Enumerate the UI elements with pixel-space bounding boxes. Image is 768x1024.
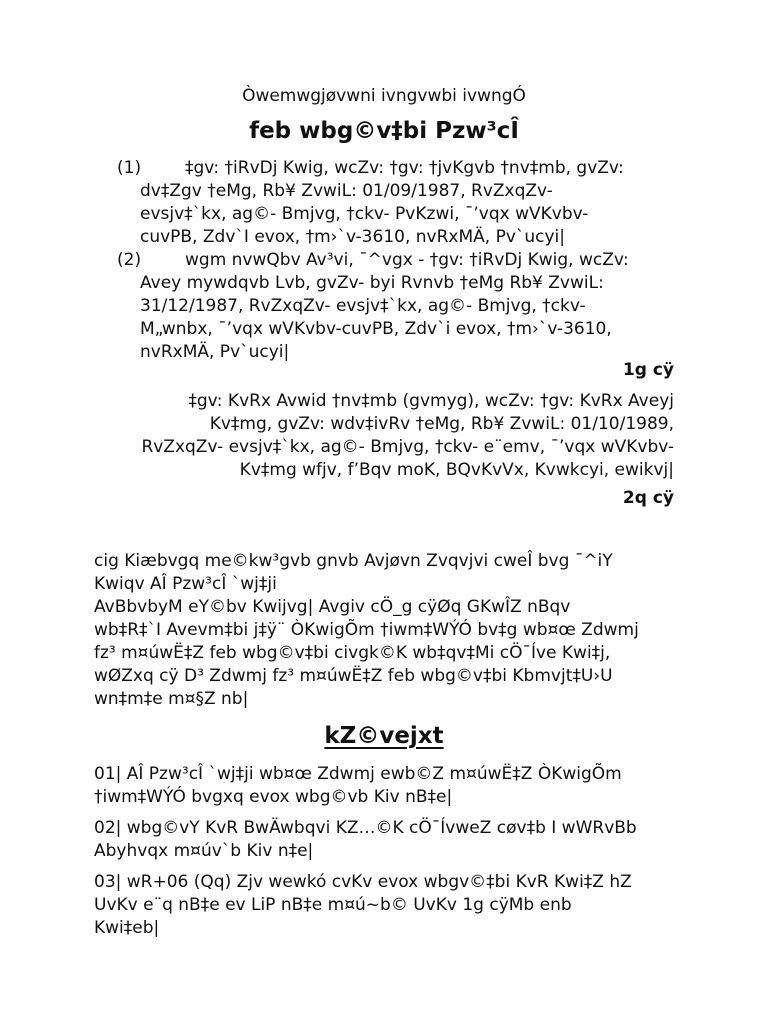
clause-line: 02| wbg©vY KvR BwÄwbqvi KZ…©K cÖ¯ÍvweZ cøv‡b I wWRvBb: [94, 818, 637, 838]
first-party-label: 1g cÿ: [622, 360, 674, 380]
clause-line: †iwm‡WÝÓ bvgxq evox wbg©vb Kiv nB‡e|: [94, 787, 453, 807]
party-1-entry: [117, 157, 677, 249]
terms-list: [94, 763, 674, 948]
document-title: feb wbg©v‡bi Pzw³cÎ: [249, 118, 519, 144]
preamble-line: wn‡m‡e m¤§Z nb|: [94, 689, 249, 709]
second-party-line: Kv‡mg wfjv, f’Bqv moK, BQvKvVx, Kvwkcyi, ewikvj|: [239, 460, 674, 480]
clause-line: 01| AÎ Pzw³cÎ `wj‡ji wb¤œ Zdwmj ewb©Z m¤úwË‡Z ÒKwigÕm: [94, 764, 622, 784]
second-party-line: RvZxqZv- evsjv‡`kx, ag©- Bmjvg, †ckv- e¨emv, ¯’vqx wVKvbv-: [141, 437, 674, 457]
terms-heading-text: kZ©vejxt: [324, 723, 444, 749]
document-subtitle: Òwemwgjøvwni ivngvwbi ivwngÓ: [242, 86, 526, 106]
clause-line: Abyhvqx m¤úv`b Kiv n‡e|: [94, 841, 314, 861]
party-2-entry: [117, 249, 677, 364]
terms-heading: [0, 723, 768, 749]
second-party-line: ‡gv: KvRx Avwid †nv‡mb (gvmyg), wcZv: †gv: KvRx Aveyj: [188, 391, 674, 411]
party-list: [117, 157, 677, 364]
clause-02: [94, 817, 674, 863]
clause-line: UvKv e¨q nB‡e ev LiP nB‡e m¤ú~b© UvKv 1g cÿMb enb: [94, 895, 572, 915]
preamble-line: wØZxq cÿ D³ Zdwmj fz³ m¤úwË‡Z feb wbg©v‡bi Kbmvjt‡U›U: [94, 666, 613, 686]
clause-line: 03| wR+06 (Qq) Zjv wewkó cvKv evox wbgv©‡bi KvR Kwi‡Z hZ: [94, 872, 632, 892]
preamble-line: Kwiqv AÎ Pzw³cÎ `wj‡ji: [94, 574, 277, 594]
clause-01: [94, 763, 674, 809]
second-party-label: 2q cÿ: [622, 488, 674, 508]
party-2-line: Avey mywdqvb Lvb, gvZv- byi Rvnvb †eMg Rb¥ ZvwiL:: [140, 273, 604, 293]
party-2-line: 31/12/1987, RvZxqZv- evsjv‡`kx, ag©- Bmjvg, †ckv-: [140, 296, 586, 316]
party-2-line: wgm nvwQbv Av³vi, ¯^vgx - †gv: †iRvDj Kwig, wcZv:: [185, 250, 629, 270]
preamble-line: fz³ m¤úwË‡Z feb wbg©v‡bi civgk©K wb‡qv‡Mi cÖ¯Íve Kwi‡j,: [94, 643, 611, 663]
party-1-line: dv‡Zgv †eMg, Rb¥ ZvwiL: 01/09/1987, RvZxqZv-: [140, 181, 553, 201]
clause-line: Kwi‡eb|: [94, 918, 160, 938]
second-party-line: Kv‡mg, gvZv: wdv‡ivRv †eMg, Rb¥ ZvwiL: 01/10/1989,: [209, 414, 674, 434]
party-2-line: nvRxMÄ, Pv`ucyi|: [140, 342, 290, 362]
preamble-line: wb‡R‡`I Avevm‡bi j‡ÿ¨ ÒKwigÕm †iwm‡WÝÓ bv‡g wb¤œ Zdwmj: [94, 620, 639, 640]
party-1-line: ‡gv: †iRvDj Kwig, wcZv: †gv: †jvKgvb †nv‡mb, gvZv:: [185, 158, 624, 178]
party-1-line: cuvPB, Zdv`I evox, †m›`v-3610, nvRxMÄ, Pv`ucyi|: [140, 227, 566, 247]
second-party-details: [74, 390, 674, 482]
clause-03: [94, 871, 674, 940]
party-2-line: M„wnbx, ¯’vqx wVKvbv-cuvPB, Zdv`i evox, †m›`v-3610,: [140, 319, 612, 339]
party-1-number: (1): [117, 158, 142, 178]
preamble-paragraph: [94, 550, 674, 711]
preamble-line: AvBbvbyM eY©bv Kwijvg| Avgiv cÖ_g cÿØq GKwÎZ nBqv: [94, 597, 571, 617]
party-2-number: (2): [117, 250, 142, 270]
party-1-line: evsjv‡`kx, ag©- Bmjvg, †ckv- PvKzwi, ¯’vqx wVKvbv-: [140, 204, 589, 224]
preamble-line: cig Kiæbvgq me©kw³gvb gnvb Avjøvn Zvqvjvi cweÎ bvg ¯^iY: [94, 551, 613, 571]
